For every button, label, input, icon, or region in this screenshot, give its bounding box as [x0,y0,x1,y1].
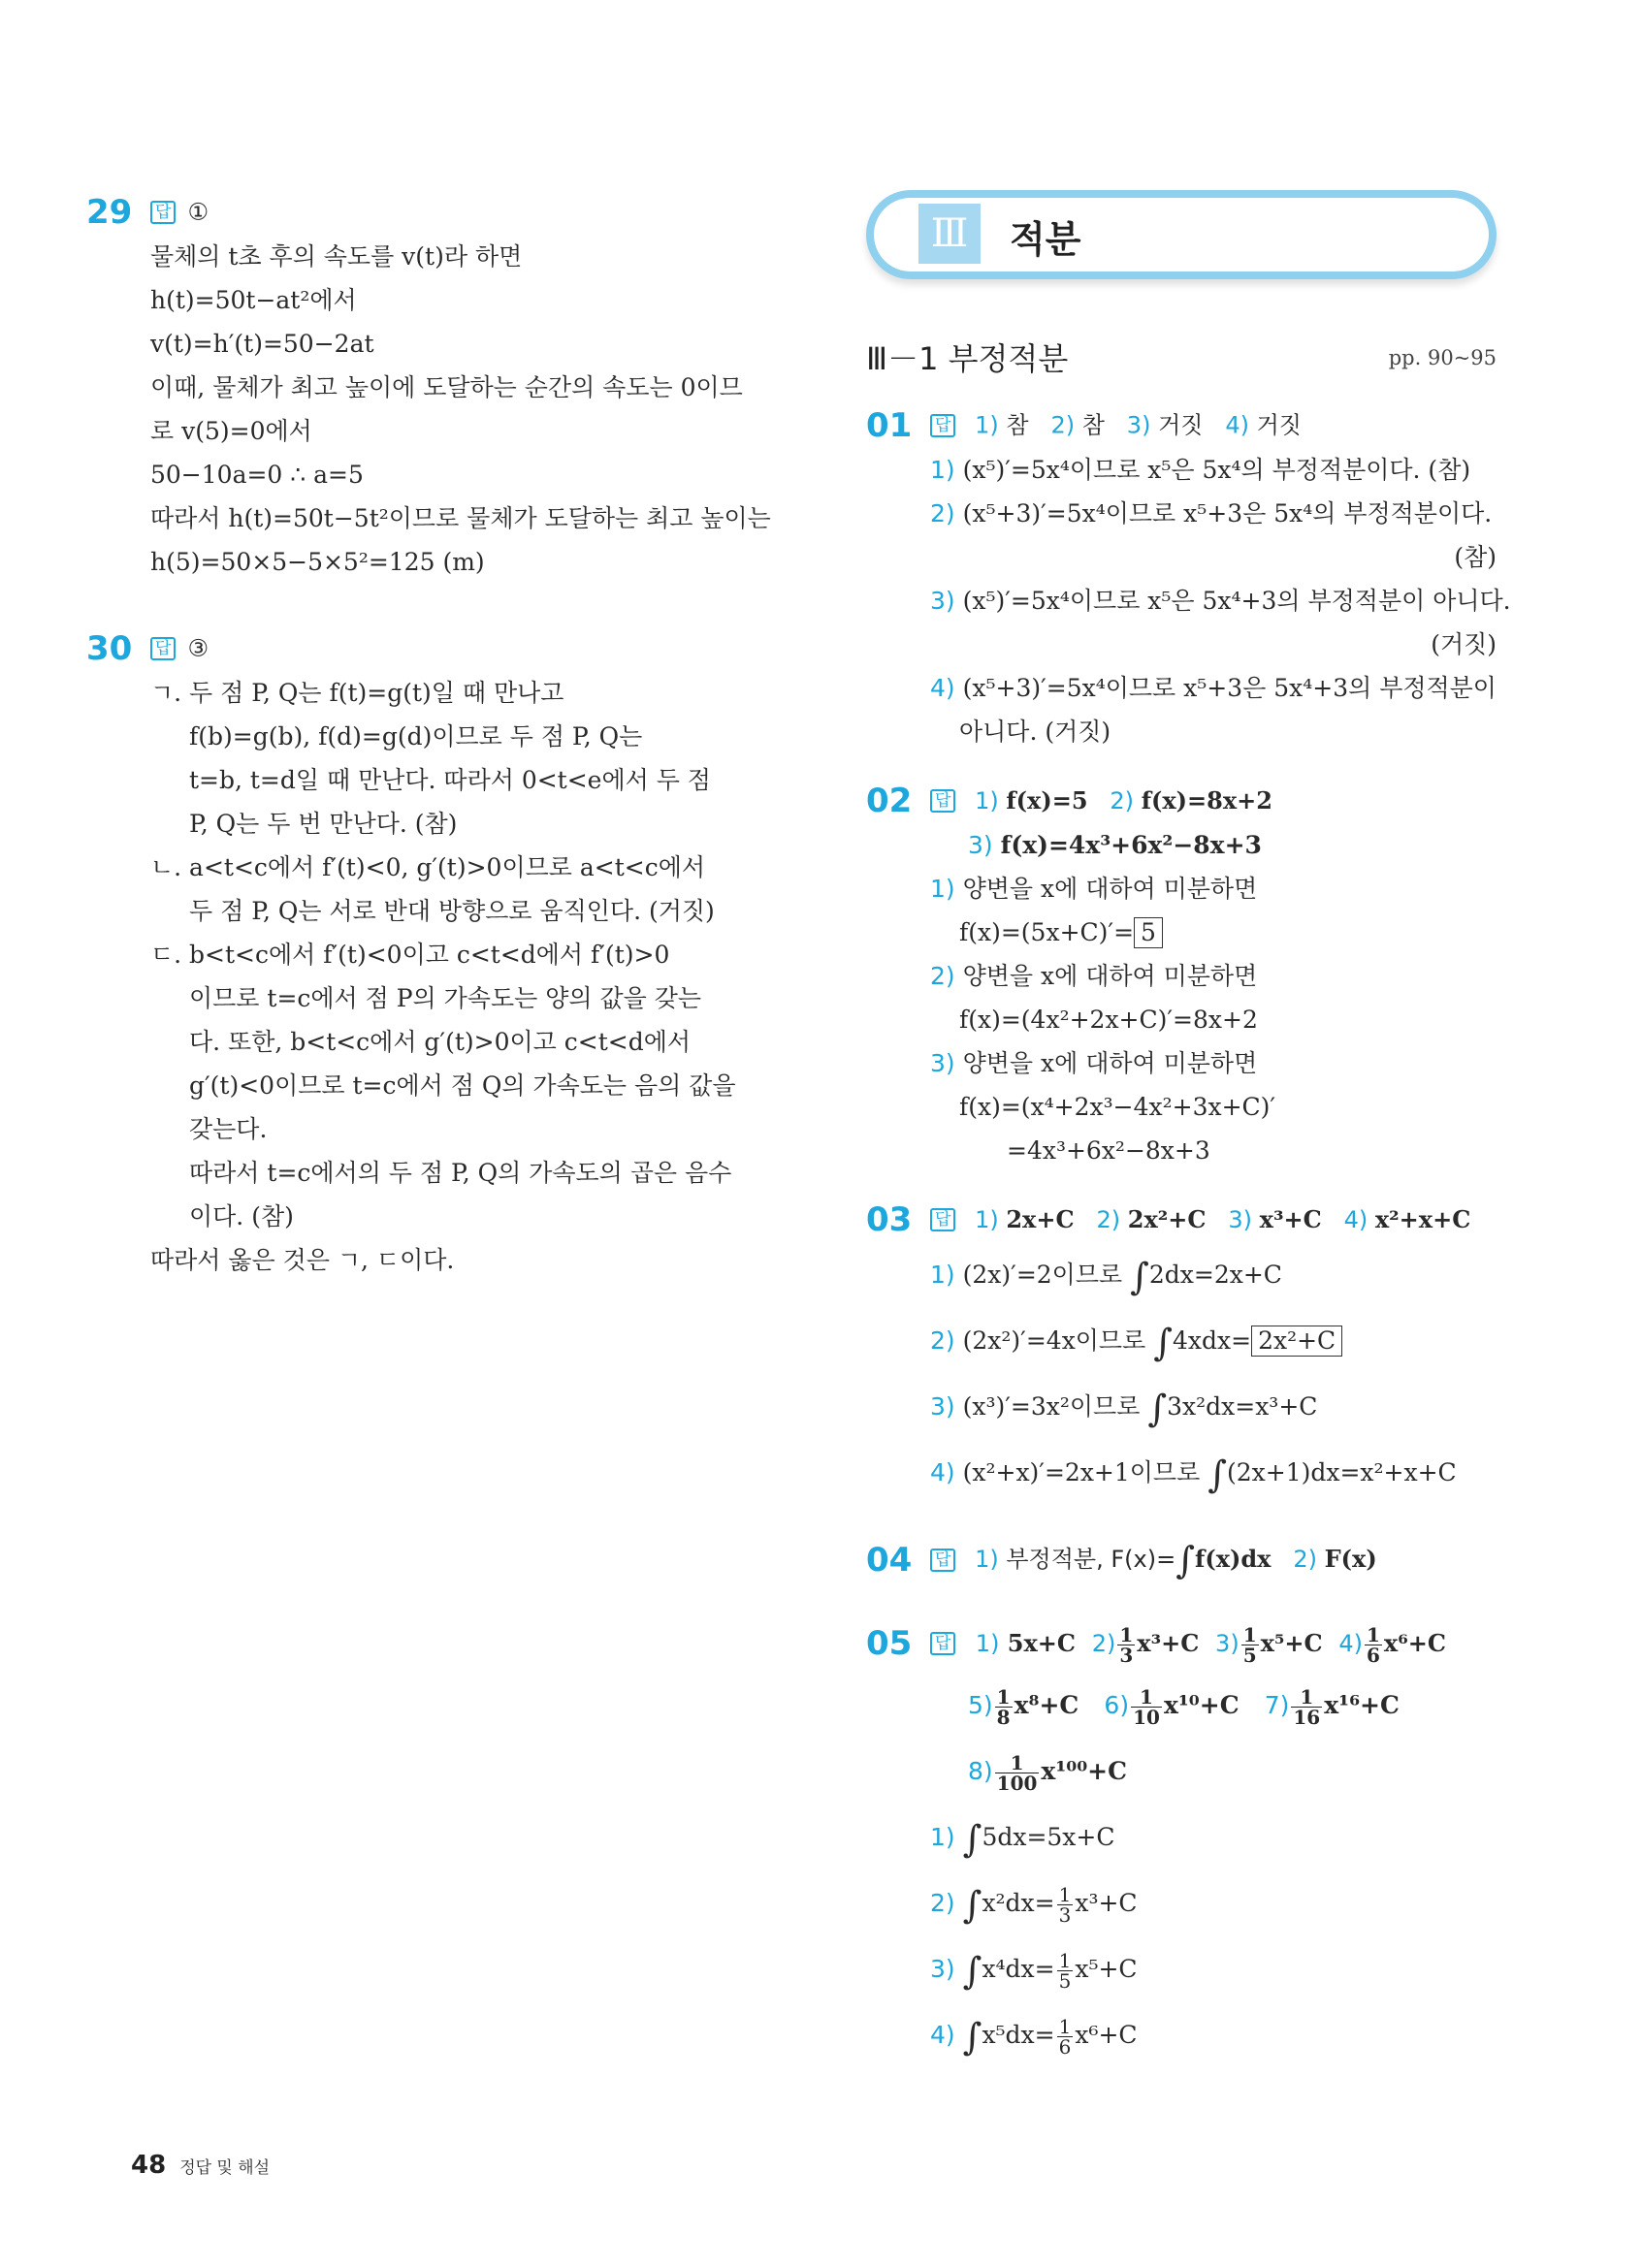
solution-line: 이므로 t=c에서 점 P의 가속도는 양의 값을 갖는 [189,984,701,1012]
item-label: 1) [975,411,999,439]
solution-line: 아니다. (거짓) [959,718,1111,746]
solution-line: h(5)=50×5−5×5²=125 (m) [150,548,485,576]
question-30-header [86,623,790,671]
right-column [866,399,1511,2068]
question-number: 04 [866,1540,913,1580]
answer-item: x²+x+C [1374,1204,1471,1233]
integral-sign: ∫ [1153,1321,1174,1364]
item-label: 4) [1225,411,1249,439]
solution-line: 따라서 h(t)=50t−5t²이므로 물체가 도달하는 최고 높이는 [150,504,771,532]
solution-line: v(t)=h′(t)=50−2at [150,330,374,358]
question-02-header: 02 답 1) f(x)=5 2) f(x)=8x+2 [866,775,1497,823]
chapter-banner [866,190,1497,279]
chapter-title: 적분 [1010,218,1081,261]
question-number: 05 [866,1623,913,1663]
integral-sign: ∫ [962,1949,982,1993]
solution-line: 따라서 옳은 것은 ㄱ, ㄷ이다. [150,1246,455,1274]
solution-line: (거짓) [1431,630,1497,658]
page-range: pp. 90~95 [1388,346,1497,369]
answer-item: 거짓 [1158,411,1204,439]
solution-line: t=b, t=d일 때 만난다. 따라서 0<t<e에서 두 점 [189,766,711,794]
question-number: 01 [866,405,913,445]
solution-line: 1) (2x)′=2이므로 ∫2dx=2x+C [930,1255,1282,1298]
chapter-number: Ⅲ [918,204,981,264]
question-04-header: 04 답 1) 부정적분, F(x)=∫f(x)dx 2) F(x) [866,1527,1497,1589]
integral-sign: ∫ [1207,1453,1227,1496]
integral-sign: ∫ [962,1817,982,1861]
answer-badge: 답 [930,414,955,437]
solution-line: 로 v(5)=0에서 [150,417,312,445]
item-label: 3) [1126,411,1151,439]
answer-item: x³+C [1259,1204,1322,1233]
solution-line: 4) (x⁵+3)′=5x⁴이므로 x⁵+3은 5x⁴+3의 부정적분이 [930,674,1497,702]
solution-line: ㄴ. a<t<c에서 f′(t)<0, g′(t)>0이므로 a<t<c에서 [150,853,705,881]
solution-line: 3) (x³)′=3x²이므로 ∫3x²dx=x³+C [930,1387,1318,1430]
answer-item: f(x)=8x+2 [1141,785,1272,815]
solution-line: P, Q는 두 번 만난다. (참) [189,810,458,838]
answer-badge: 답 [930,1549,955,1572]
solution-line: ㄷ. b<t<c에서 f′(t)<0이고 c<t<d에서 f′(t)>0 [150,941,670,969]
solution-line: 50−10a=0 ∴ a=5 [150,461,364,489]
solution-line: 3) 양변을 x에 대하여 미분하면 [930,1049,1258,1077]
integral-sign: ∫ [962,1883,982,1927]
solution-line: 따라서 t=c에서의 두 점 P, Q의 가속도의 곱은 음수 [189,1159,732,1187]
answer-badge: 답 [930,789,955,813]
page-footer [131,2151,270,2180]
boxed-answer: 2x²+C [1251,1326,1342,1357]
left-column [86,186,790,1282]
answer-line: 8) $\frac{1}{100}$ x¹⁰⁰+C [968,1751,1128,1795]
section-title: Ⅲ－1 부정적분 [866,340,1069,377]
solution-line: 3) (x⁵)′=5x⁴이므로 x⁵은 5x⁴+3의 부정적분이 아니다. [930,587,1511,615]
answer-item: 부정적분, F(x)= [1006,1546,1176,1573]
answer-badge: 답 [930,1208,955,1231]
question-01-header [866,399,1497,448]
answer-item: F(x) [1324,1545,1377,1573]
question-number: 02 [866,781,913,820]
question-05-header: 05 답 1) 5x+C 2) $\frac{1}{3}$ x³+C 3) $\frac{1}{5}$ x⁵+C 4) $\frac{1}{6}$ x⁶+C [866,1611,1497,1673]
answer-text: ① [187,198,209,226]
solution-line: 4) (x²+x)′=2x+1이므로 ∫(2x+1)dx=x²+x+C [930,1453,1457,1496]
page-number: 48 [131,2151,167,2180]
solution-line: g′(t)<0이므로 t=c에서 점 Q의 가속도는 음의 값을 [189,1071,736,1100]
answer-line: 5) $\frac{1}{8}$ x⁸+C 6) $\frac{1}{10}$ x¹⁰+C 7) $\frac{1}{16}$ x¹⁶+C [968,1685,1400,1729]
solution-line: 1) 양변을 x에 대하여 미분하면 [930,875,1258,903]
solution-line: 물체의 t초 후의 속도를 v(t)라 하면 [150,242,523,271]
solution-line: f(x)=(4x²+2x+C)′=8x+2 [959,1006,1258,1034]
answer-item: 참 [1006,411,1029,439]
integral-sign: ∫ [1147,1387,1168,1430]
solution-line: 2) (x⁵+3)′=5x⁴이므로 x⁵+3은 5x⁴의 부정적분이다. [930,499,1493,527]
item-label: 2) [1050,411,1076,439]
answer-item: 2x+C [1006,1204,1075,1233]
answer-item: 2x²+C [1127,1204,1207,1233]
solution-line: 1) ∫5dx=5x+C [930,1817,1115,1861]
solution-line: 2) 양변을 x에 대하여 미분하면 [930,962,1258,990]
integral-sign: ∫ [962,2015,982,2059]
question-03-header: 03 답 1) 2x+C 2) 2x²+C 3) x³+C 4) x²+x+C [866,1194,1497,1242]
solution-line: 2) (2x²)′=4x이므로 ∫4xdx= 2x²+C [866,1308,1497,1374]
solution-line: ㄱ. 두 점 P, Q는 f(t)=g(t)일 때 만나고 [150,679,564,707]
answer-badge: 답 [930,1632,955,1655]
integral-sign: ∫ [1175,1539,1196,1581]
answer-item: f(x)=5 [1006,785,1088,815]
solution-line: =4x³+6x²−8x+3 [1007,1136,1210,1165]
solution-line: f(x)=(x⁴+2x³−4x²+3x+C)′ [959,1093,1276,1121]
integral-sign: ∫ [1130,1255,1149,1298]
answer-item: 거짓 [1256,411,1302,439]
solution-line: f(x)=(5x+C)′= 5 [866,910,1497,954]
solution-line: h(t)=50t−at²에서 [150,286,357,314]
solution-line: 3) ∫x⁴dx= $\frac{1}{5}$ x⁵+C [930,1949,1138,1993]
question-number: 29 [86,192,133,232]
question-number: 30 [86,628,133,668]
solution-line: 1) (x⁵)′=5x⁴이므로 x⁵은 5x⁴의 부정적분이다. (참) [930,456,1471,484]
boxed-answer: 5 [1134,917,1163,948]
solution-line: 2) ∫x²dx= $\frac{1}{3}$ x³+C [930,1883,1138,1927]
answer-text: ③ [187,634,209,662]
answer-badge: 답 [150,637,176,660]
solution-line: 4) ∫x⁵dx= $\frac{1}{6}$ x⁶+C [930,2015,1138,2059]
solution-line: (참) [1454,543,1497,571]
answer-line: 3) f(x)=4x³+6x²−8x+3 [968,831,1262,859]
solution-line: f(b)=g(b), f(d)=g(d)이므로 두 점 P, Q는 [189,722,643,751]
solution-line: 두 점 P, Q는 서로 반대 방향으로 움직인다. (거짓) [189,897,715,925]
solution-line: 다. 또한, b<t<c에서 g′(t)>0이고 c<t<d에서 [189,1028,692,1056]
solution-line: 이때, 물체가 최고 높이에 도달하는 순간의 속도는 0이므 [150,373,743,401]
question-29-header [86,186,790,235]
answer-item: 참 [1081,411,1105,439]
footer-label: 정답 및 해설 [179,2158,271,2178]
answer-badge: 답 [150,201,176,224]
section-title-bar [866,335,1497,383]
solution-line: 갖는다. [189,1115,268,1143]
solution-line: 이다. (참) [189,1202,294,1230]
question-number: 03 [866,1199,913,1239]
